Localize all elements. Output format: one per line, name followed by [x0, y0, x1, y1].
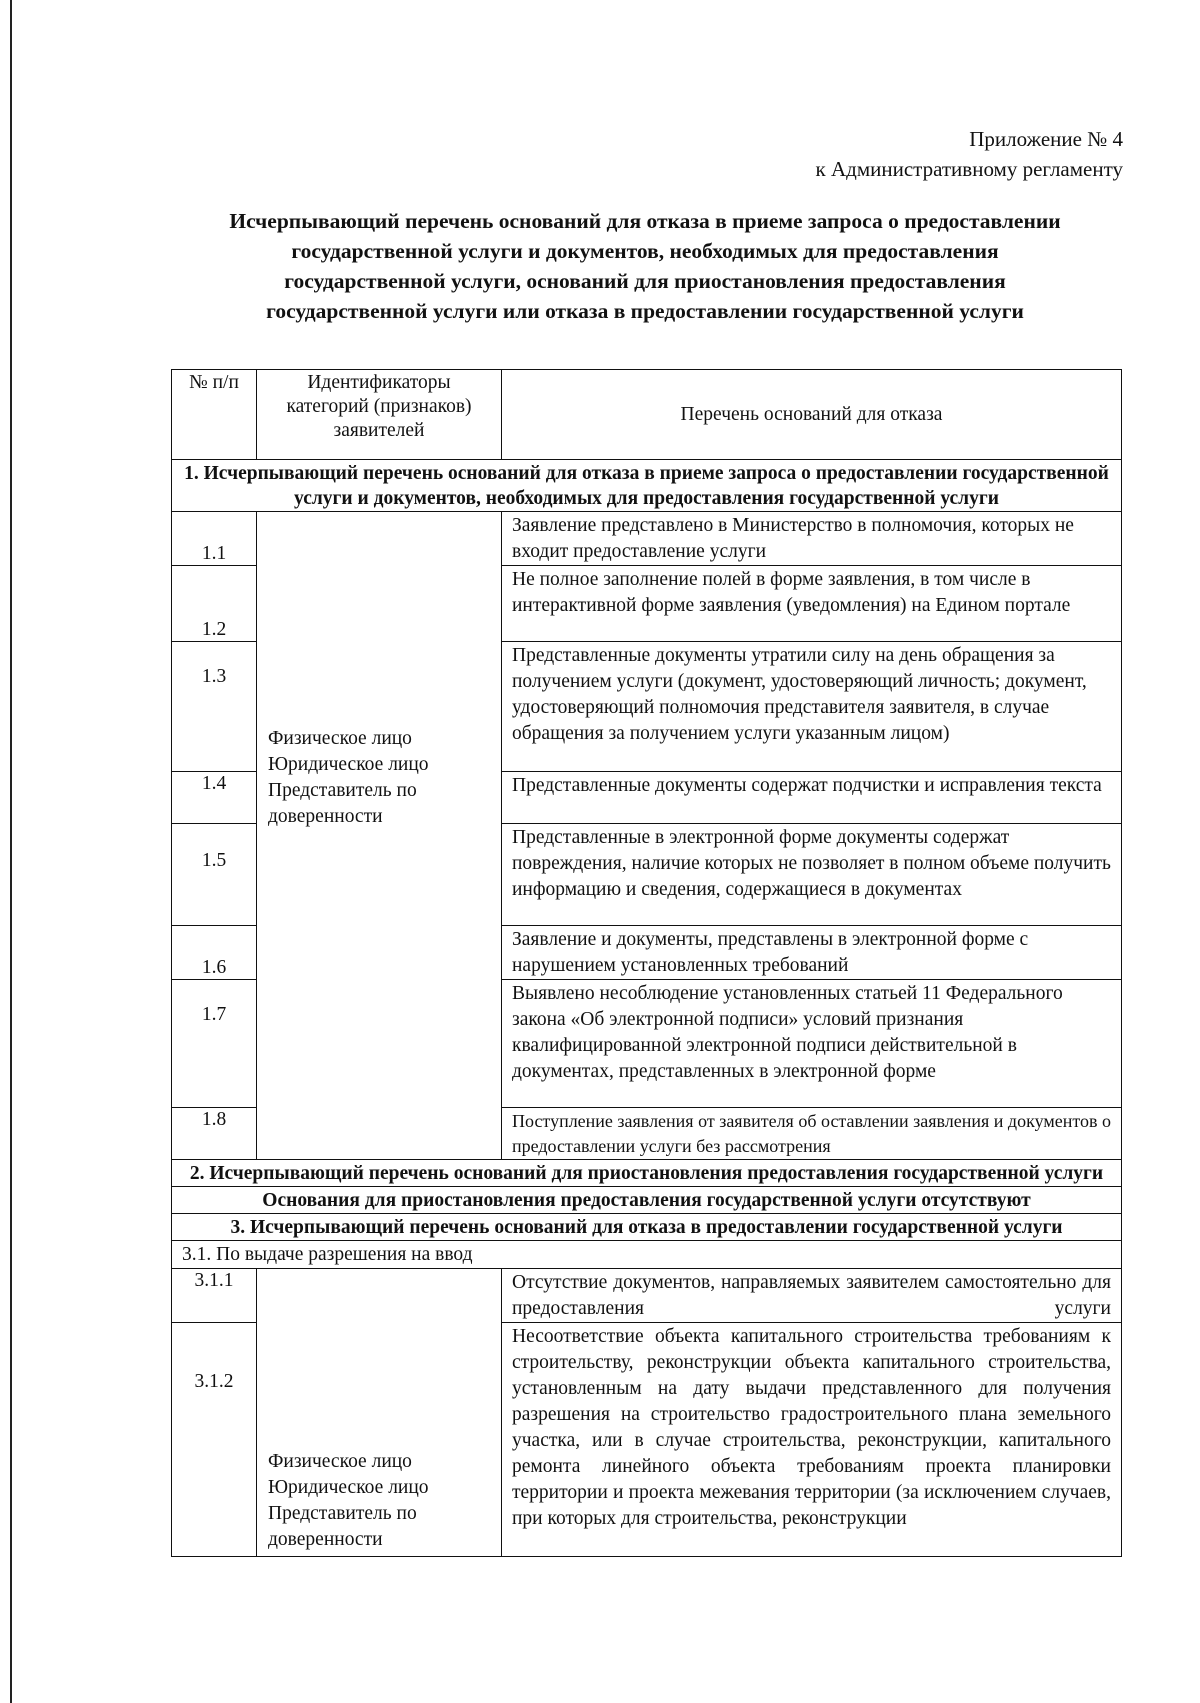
row-num-1-6: 1.6 [172, 926, 257, 980]
section-3-row [172, 1214, 1122, 1241]
section-1-row [172, 460, 1122, 512]
table-header-row [172, 370, 1122, 460]
document-title [165, 206, 1125, 326]
section-2-title: 2. Исчерпывающий перечень оснований для приостановления предоставления государственной услуги [172, 1160, 1122, 1187]
row-num-3-1-1: 3.1.1 [172, 1269, 257, 1323]
row-text-3-1-1: Отсутствие документов, направляемых заявителем самостоятельно для предоставления услуги [502, 1269, 1122, 1323]
title-line-4: государственной услуги или отказа в предоставлении государственной услуги [266, 299, 1024, 323]
row-text-1-8: Поступление заявления от заявителя об оставлении заявления и документов о предоставлении услуги без рассмотрения [502, 1108, 1122, 1160]
section-1-category: Физическое лицо Юридическое лицо Представитель по доверенности [257, 512, 502, 1160]
title-line-2: государственной услуги и документов, необходимых для предоставления [291, 239, 999, 263]
row-text-1-3: Представленные документы утратили силу на день обращения за получением услуги (документ, удостоверяющий личность; документ, удостоверяющий полномочия представителя заявителя, в случае обращения за получением услуги указанным лицом) [502, 642, 1122, 772]
row-text-1-6: Заявление и документы, представлены в электронной форме с нарушением установленных требований [502, 926, 1122, 980]
appendix-reference: к Административному регламенту [815, 157, 1123, 181]
header-identifiers: Идентификаторы категорий (признаков) заявителей [257, 370, 502, 460]
row-text-1-7: Выявлено несоблюдение установленных статьей 11 Федерального закона «Об электронной подписи» условий признания квалифицированной электронной подписи действительной в документах, представленных в электронной форме [502, 980, 1122, 1108]
section-2-note: Основания для приостановления предоставления государственной услуги отсутствуют [172, 1187, 1122, 1214]
row-text-1-2: Не полное заполнение полей в форме заявления, в том числе в интерактивной форме заявления (уведомления) на Едином портале [502, 566, 1122, 642]
section-3-category: Физическое лицо Юридическое лицо Представитель по доверенности [257, 1269, 502, 1557]
section-2-note-row [172, 1187, 1122, 1214]
row-text-3-1-2: Несоответствие объекта капитального строительства требованиям к строительству, реконструкции объекта капитального строительства, установленным на дату выдачи представленного для получения разрешения на строительство градостроительного плана земельного участка, или в случае строительства, реконструкции, капитального ремонта линейного объекта требованиям проекта планировки территории и проекта межевания территории (за исключением случаев, при которых для строительства, реконструкции [502, 1323, 1122, 1557]
title-line-1: Исчерпывающий перечень оснований для отказа в приеме запроса о предоставлении [229, 209, 1061, 233]
grounds-table [171, 369, 1122, 1557]
table-row [172, 1269, 1122, 1323]
row-text-1-1: Заявление представлено в Министерство в полномочия, которых не входит предоставление услуги [502, 512, 1122, 566]
row-text-1-5: Представленные в электронной форме документы содержат повреждения, наличие которых не позволяет в полном объеме получить информацию и сведения, содержащиеся в документах [502, 824, 1122, 926]
header-reasons: Перечень оснований для отказа [502, 370, 1122, 460]
appendix-number: Приложение № 4 [969, 127, 1123, 151]
row-num-1-3: 1.3 [172, 642, 257, 772]
subsection-row [172, 1241, 1122, 1269]
scan-edge-line [10, 0, 12, 1703]
section-2-row [172, 1160, 1122, 1187]
row-num-1-5: 1.5 [172, 824, 257, 926]
section-1-title: 1. Исчерпывающий перечень оснований для отказа в приеме запроса о предоставлении государственной услуги и документов, необходимых для предоставления государственной услуги [172, 460, 1122, 512]
table-row [172, 512, 1122, 566]
row-num-1-2: 1.2 [172, 566, 257, 642]
row-text-1-4: Представленные документы содержат подчистки и исправления текста [502, 772, 1122, 824]
row-num-1-7: 1.7 [172, 980, 257, 1108]
row-num-1-1: 1.1 [172, 512, 257, 566]
appendix-header [816, 124, 1123, 184]
subsection-3-1-label: 3.1. По выдаче разрешения на ввод [172, 1241, 1122, 1269]
row-num-1-8: 1.8 [172, 1108, 257, 1160]
row-num-1-4: 1.4 [172, 772, 257, 824]
row-num-3-1-2: 3.1.2 [172, 1323, 257, 1557]
section-3-title: 3. Исчерпывающий перечень оснований для отказа в предоставлении государственной услуги [172, 1214, 1122, 1241]
title-line-3: государственной услуги, оснований для приостановления предоставления [284, 269, 1006, 293]
header-num: № п/п [172, 370, 257, 460]
